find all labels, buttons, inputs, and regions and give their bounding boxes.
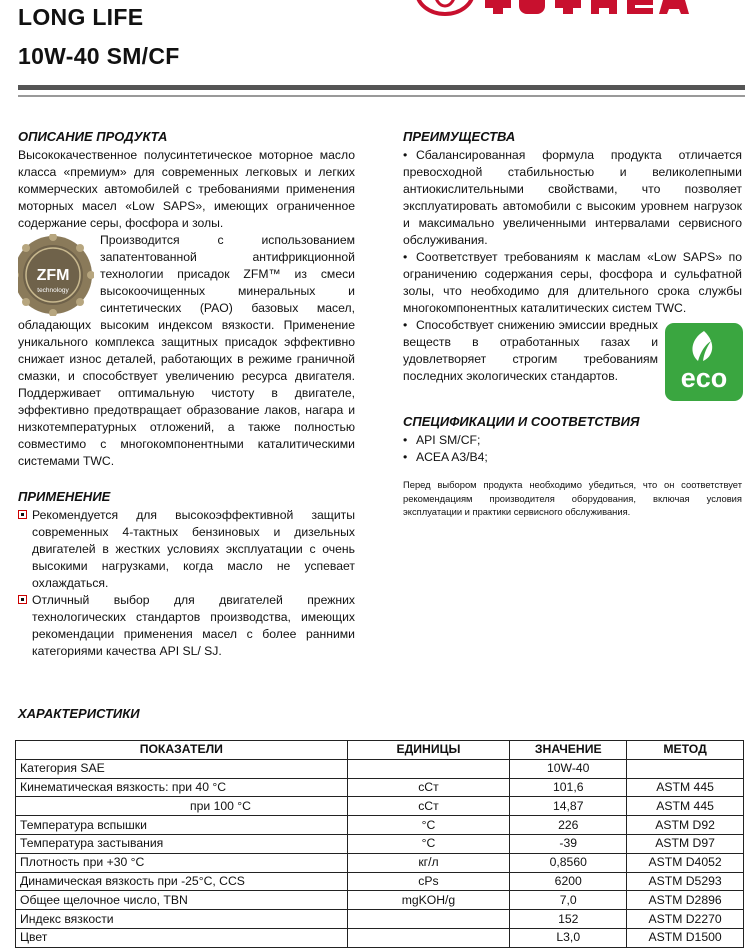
advantage-item-text: Соответствует требованиям к маслам «Low SAPS» по ограничению содержания серы, фосфора и сульфатной золы, что необходимо для длительного срока службы многокомпонентных каталитических систем TWC.	[403, 250, 742, 315]
left-column	[18, 128, 355, 660]
bullet-dot-icon: •	[403, 148, 408, 162]
column-header-value: ЗНАЧЕНИЕ	[510, 741, 627, 760]
param-cell: Цвет	[16, 928, 348, 947]
bullet-dot-icon: •	[403, 250, 408, 264]
bullet-box-icon	[18, 510, 27, 519]
unit-cell	[347, 910, 510, 929]
advantage-item	[403, 317, 658, 385]
param-cell: Динамическая вязкость при -25°C, CCS	[16, 872, 348, 891]
method-cell: ASTM D97	[627, 834, 744, 853]
bullet-dot-icon: •	[403, 433, 408, 447]
unit-cell: cPs	[347, 872, 510, 891]
method-cell	[627, 759, 744, 778]
spec-item	[403, 432, 742, 449]
column-header-unit: ЕДИНИЦЫ	[347, 741, 510, 760]
value-cell: 14,87	[510, 797, 627, 816]
advantage-item	[403, 147, 742, 249]
description-paragraph-1: Высококачественное полусинтетическое моторное масло класса «премиум» для современных легковых и легких коммерческих автомобилей с требованиями применения моторных масел «Low SAPS», имеющих ограниченное содержание серы, фосфора и золы.	[18, 148, 355, 230]
method-cell: ASTM D92	[627, 816, 744, 835]
column-header-parameter: ПОКАЗАТЕЛИ	[16, 741, 348, 760]
param-cell: Общее щелочное число, TBN	[16, 891, 348, 910]
value-cell: 0,8560	[510, 853, 627, 872]
product-title-line1: LONG LIFE	[18, 4, 144, 30]
application-heading: ПРИМЕНЕНИЕ	[18, 489, 111, 504]
advantage-item-text: Способствует снижению эмиссии вредных веществ в отработанных газах и удовлетворяет строгим требованиям последних экологических стандартов.	[403, 318, 658, 383]
table-row	[16, 778, 744, 797]
table-header-row	[16, 741, 744, 760]
bullet-box-icon	[18, 595, 27, 604]
description-paragraph-2: Производится с использованием запатентованной антифрикционной технологии присадок ZFM™ из смеси высокоочищенных минеральных и синтетических (PAO) базовых масел, обладающих высоким индексом вязкости. Применение уникального комплекса защитных присадок эффективно снижает износ деталей, работающих в режиме граничной смазки, и способствует увеличению ресурса двигателя. Поддерживает оптимальную чистоту в двигателе, эффективно предотвращает образование лаков, нагара и низкотемпературных отложений, а также полностью совместимо с многокомпонентными каталитическими системами TWC.	[18, 233, 355, 468]
specs-list	[403, 432, 742, 466]
brand-logo	[415, 0, 754, 16]
method-cell: ASTM D5293	[627, 872, 744, 891]
svg-text:eco: eco	[680, 363, 728, 393]
param-cell: Температура застывания	[16, 834, 348, 853]
method-cell: ASTM D1500	[627, 928, 744, 947]
svg-text:technology: technology	[37, 287, 69, 294]
header-divider-thin	[18, 95, 745, 97]
description-zfm-block	[18, 232, 355, 470]
param-cell: Температура вспышки	[16, 816, 348, 835]
value-cell: 152	[510, 910, 627, 929]
application-item-text: Отличный выбор для двигателей прежних технологических стандартов производства, имеющих рекомендации применения масел с более ранними категориями качества API SL/ SJ.	[32, 593, 355, 658]
value-cell: 226	[510, 816, 627, 835]
param-cell: Плотность при +30 °C	[16, 853, 348, 872]
advantage-item	[403, 249, 742, 317]
table-row	[16, 834, 744, 853]
application-item	[18, 507, 355, 592]
value-cell: L3,0	[510, 928, 627, 947]
spec-item-text: ACEA A3/B4;	[416, 450, 488, 464]
spec-item-text: API SM/CF;	[416, 433, 481, 447]
param-subline: при 100 °C	[190, 798, 251, 813]
value-cell: 101,6	[510, 778, 627, 797]
table-row	[16, 872, 744, 891]
unit-cell: сСт	[347, 778, 510, 797]
value-cell: 7,0	[510, 891, 627, 910]
table-row	[16, 816, 744, 835]
method-cell: ASTM D4052	[627, 853, 744, 872]
method-cell: ASTM 445	[627, 778, 744, 797]
application-item-text: Рекомендуется для высокоэффективной защиты современных 4-тактных бензиновых и дизельных двигателей в жестких условиях эксплуатации с очень высокими нагрузками, когда масло не успевает охлаждаться.	[32, 508, 355, 590]
advantages-heading: ПРЕИМУЩЕСТВА	[403, 129, 516, 144]
value-cell: -39	[510, 834, 627, 853]
unit-cell: mgKOH/g	[347, 891, 510, 910]
disclaimer-note: Перед выбором продукта необходимо убедиться, что он соответствует рекомендациям производителя оборудования, включая условия эксплуатации и практики сервисного обслуживания.	[403, 479, 742, 517]
param-cell: Индекс вязкости	[16, 910, 348, 929]
characteristics-table	[15, 740, 744, 948]
eco-badge-icon	[665, 323, 743, 401]
table-row	[16, 853, 744, 872]
header-divider-thick	[18, 85, 745, 90]
bullet-dot-icon: •	[403, 450, 408, 464]
zfm-technology-badge	[18, 234, 94, 316]
advantage-item-text: Сбалансированная формула продукта отличается превосходной стабильностью и великолепными антиокислительными свойствами, что позволяет эксплуатировать автомобили с высоким уровнем нагрузок и максимально увеличенными интервалами сервисного обслуживания.	[403, 148, 742, 247]
application-item	[18, 592, 355, 660]
table-row	[16, 910, 744, 929]
unit-cell: °C	[347, 834, 510, 853]
unit-cell: сСт	[347, 797, 510, 816]
unit-cell	[347, 759, 510, 778]
column-header-method: МЕТОД	[627, 741, 744, 760]
svg-text:ZFM: ZFM	[36, 267, 70, 284]
value-cell: 10W-40	[510, 759, 627, 778]
description-heading: ОПИСАНИЕ ПРОДУКТА	[18, 129, 168, 144]
specs-heading: СПЕЦИФИКАЦИИ И СООТВЕТСТВИЯ	[403, 414, 640, 429]
spec-item	[403, 449, 742, 466]
bullet-dot-icon: •	[403, 318, 408, 332]
method-cell: ASTM D2270	[627, 910, 744, 929]
characteristics-heading: ХАРАКТЕРИСТИКИ	[18, 706, 140, 721]
value-cell: 6200	[510, 872, 627, 891]
param-cell: Кинематическая вязкость: при 40 °C	[16, 778, 348, 797]
param-cell	[16, 797, 348, 816]
param-cell: Категория SAE	[16, 759, 348, 778]
unit-cell: кг/л	[347, 853, 510, 872]
method-cell: ASTM 445	[627, 797, 744, 816]
table-row	[16, 759, 744, 778]
table-row	[16, 797, 744, 816]
unit-cell: °C	[347, 816, 510, 835]
product-title-line2: 10W-40 SM/CF	[18, 43, 180, 69]
method-cell: ASTM D2896	[627, 891, 744, 910]
table-row	[16, 891, 744, 910]
